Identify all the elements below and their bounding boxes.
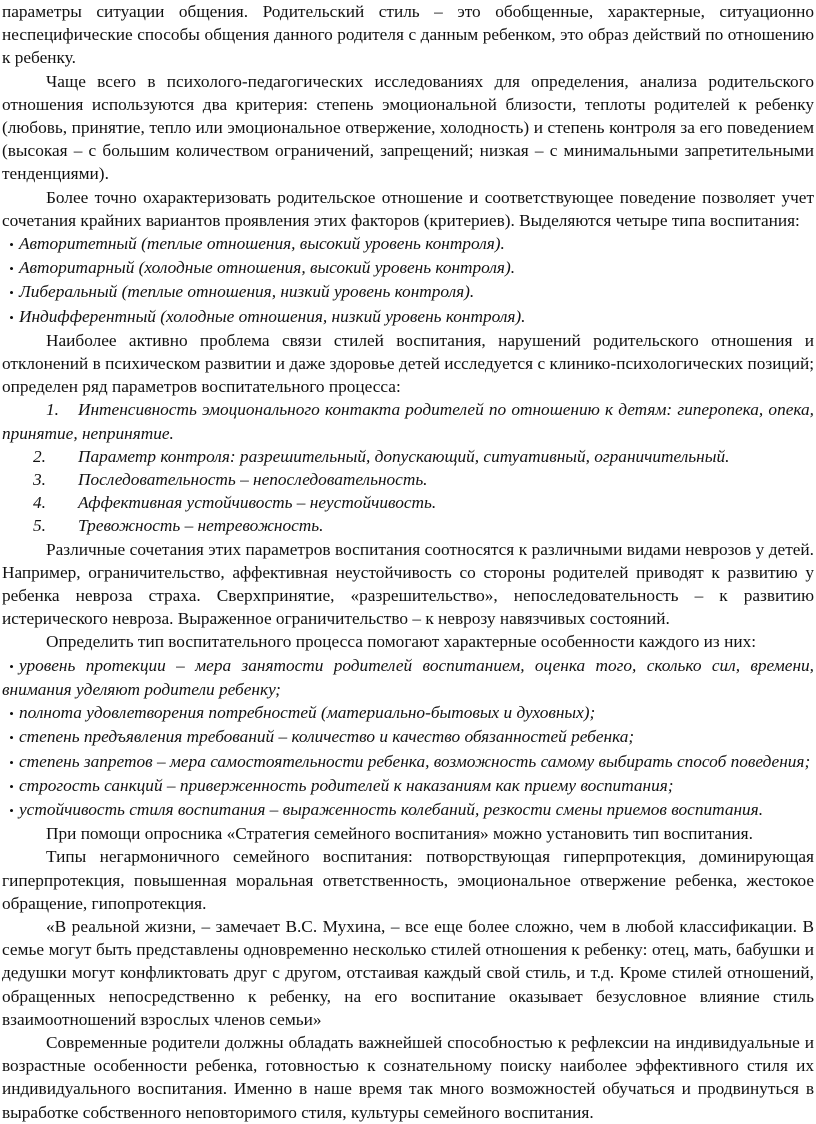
list-item: • устойчивость стиля воспитания – выраженность колебаний, резкости смены приемов воспитания. <box>2 798 814 822</box>
list-item: • Индифферентный (холодные отношения, низкий уровень контроля). <box>2 305 814 329</box>
item-number: 2. <box>33 446 46 466</box>
list-item: • полнота удовлетворения потребностей (материально-бытовых и духовных); <box>2 701 814 725</box>
paragraph-4: Наиболее активно проблема связи стилей воспитания, нарушений родительского отношения и отклонений в психическом развитии и даже здоровье детей исследуется с клинико-психологических позиций; определен ряд параметров воспитательного процесса: <box>2 330 814 397</box>
list-item: • Авторитарный (холодные отношения, высокий уровень контроля). <box>2 256 814 280</box>
list-item: 3. Последовательность – непоследовательность. <box>2 468 814 491</box>
paragraph-2: Чаще всего в психолого-педагогических исследованиях для определения, анализа родительского отношения используются два критерия: степень эмоциональной близости, теплоты родителей к ребенку (любовь, принятие, тепло или эмоциональное отвержение, холодность) и степень контроля за его поведением (высокая – с большим количеством ограничений, запрещений; низкая – с минимальными запретительными тенденциями). <box>2 71 814 184</box>
bullet-icon: • <box>9 261 14 277</box>
bullet-icon: • <box>9 754 14 770</box>
bullet-icon: • <box>9 730 14 746</box>
list-item: 4. Аффективная устойчивость – неустойчивость. <box>2 491 814 514</box>
item-number: 4. <box>33 493 46 513</box>
list-item: 5. Тревожность – нетревожность. <box>2 514 814 537</box>
paragraph-6: Определить тип воспитательного процесса помогают характерные особенности каждого из них: <box>46 632 757 652</box>
types-list <box>2 232 814 329</box>
paragraph-10: Современные родители должны обладать важнейшей способностью к рефлексии на индивидуальные и возрастные особенности ребенка, готовностью к сознательному поиску наиболее эффективного стиля их индивидуального воспитания. Именно в наше время так много возможностей обучаться и продвинуться в выработке собственного неповторимого стиля, культуры семейного воспитания. <box>2 1032 814 1122</box>
item-number: 5. <box>33 516 46 536</box>
paragraph-3: Более точно охарактеризовать родительское отношение и соответствующее поведение позволяет учет сочетания крайних вариантов проявления этих факторов (критериев). Выделяются четыре типа воспитания: <box>2 187 814 230</box>
list-item: 2. Параметр контроля: разрешительный, допускающий, ситуативный, ограничительный. <box>2 445 814 468</box>
item-number: 3. <box>33 470 46 490</box>
list-item: • степень запретов – мера самостоятельности ребенка, возможность самому выбирать способ поведения; <box>2 750 814 774</box>
paragraph-9: «В реальной жизни, – замечает В.С. Мухина, – все еще более сложно, чем в любой классификации. В семье могут быть представлены одновременно несколько стилей отношения к ребенку: отец, мать, бабушки и дедушки могут конфликтовать друг с другом, отстаивая каждый свой стиль, и т.д. Кроме стилей отношений, обращенных непосредственно к ребенку, на его воспитание оказывает безусловное влияние стиль взаимоотношений взрослых членов семьи» <box>2 916 814 1029</box>
paragraph-8: Типы негармоничного семейного воспитания: потворствующая гиперпротекция, доминирующая гиперпротекция, повышенная моральная ответственность, эмоциональное отвержение ребенка, жестокое обращение, гипопротекция. <box>2 847 814 913</box>
params-list <box>2 398 814 537</box>
item-number: 1. <box>46 400 59 420</box>
paragraph-5: Различные сочетания этих параметров воспитания соотносятся к различными видами неврозов у детей. Например, ограничительство, аффективная неустойчивость со стороны родителей приводят к развитию у ребенка невроза страха. Сверхпринятие, «разрешительство», непоследовательность – к развитию истерического невроза. Выраженное ограничительство – к неврозу навязчивых состояний. <box>2 539 814 629</box>
bullet-icon: • <box>9 706 14 722</box>
features-list <box>2 654 814 822</box>
bullet-icon: • <box>9 658 14 674</box>
list-item: • Авторитетный (теплые отношения, высокий уровень контроля). <box>2 232 814 256</box>
list-item: 1. Интенсивность эмоционального контакта родителей по отношению к детям: гиперопека, опека, принятие, непринятие. <box>2 400 814 443</box>
paragraph-1: параметры ситуации общения. Родительский стиль – это обобщенные, характерные, ситуационно неспецифические способы общения данного родителя с данным ребенком, это образ действий по отношению к ребенку. <box>2 2 814 68</box>
bullet-icon: • <box>9 802 14 818</box>
list-item: • степень предъявления требований – количество и качество обязанностей ребенка; <box>2 725 814 749</box>
list-item: • строгость санкций – приверженность родителей к наказаниям как приему воспитания; <box>2 774 814 798</box>
bullet-icon: • <box>9 778 14 794</box>
list-item: • Либеральный (теплые отношения, низкий уровень контроля). <box>2 280 814 304</box>
bullet-icon: • <box>9 237 14 253</box>
paragraph-7: При помощи опросника «Стратегия семейного воспитания» можно установить тип воспитания. <box>46 824 753 844</box>
bullet-icon: • <box>9 285 14 301</box>
list-item: • уровень протекции – мера занятости родителей воспитанием, оценка того, сколько сил, времени, внимания уделяют родители ребенку; <box>2 655 814 699</box>
bullet-icon: • <box>9 309 14 325</box>
